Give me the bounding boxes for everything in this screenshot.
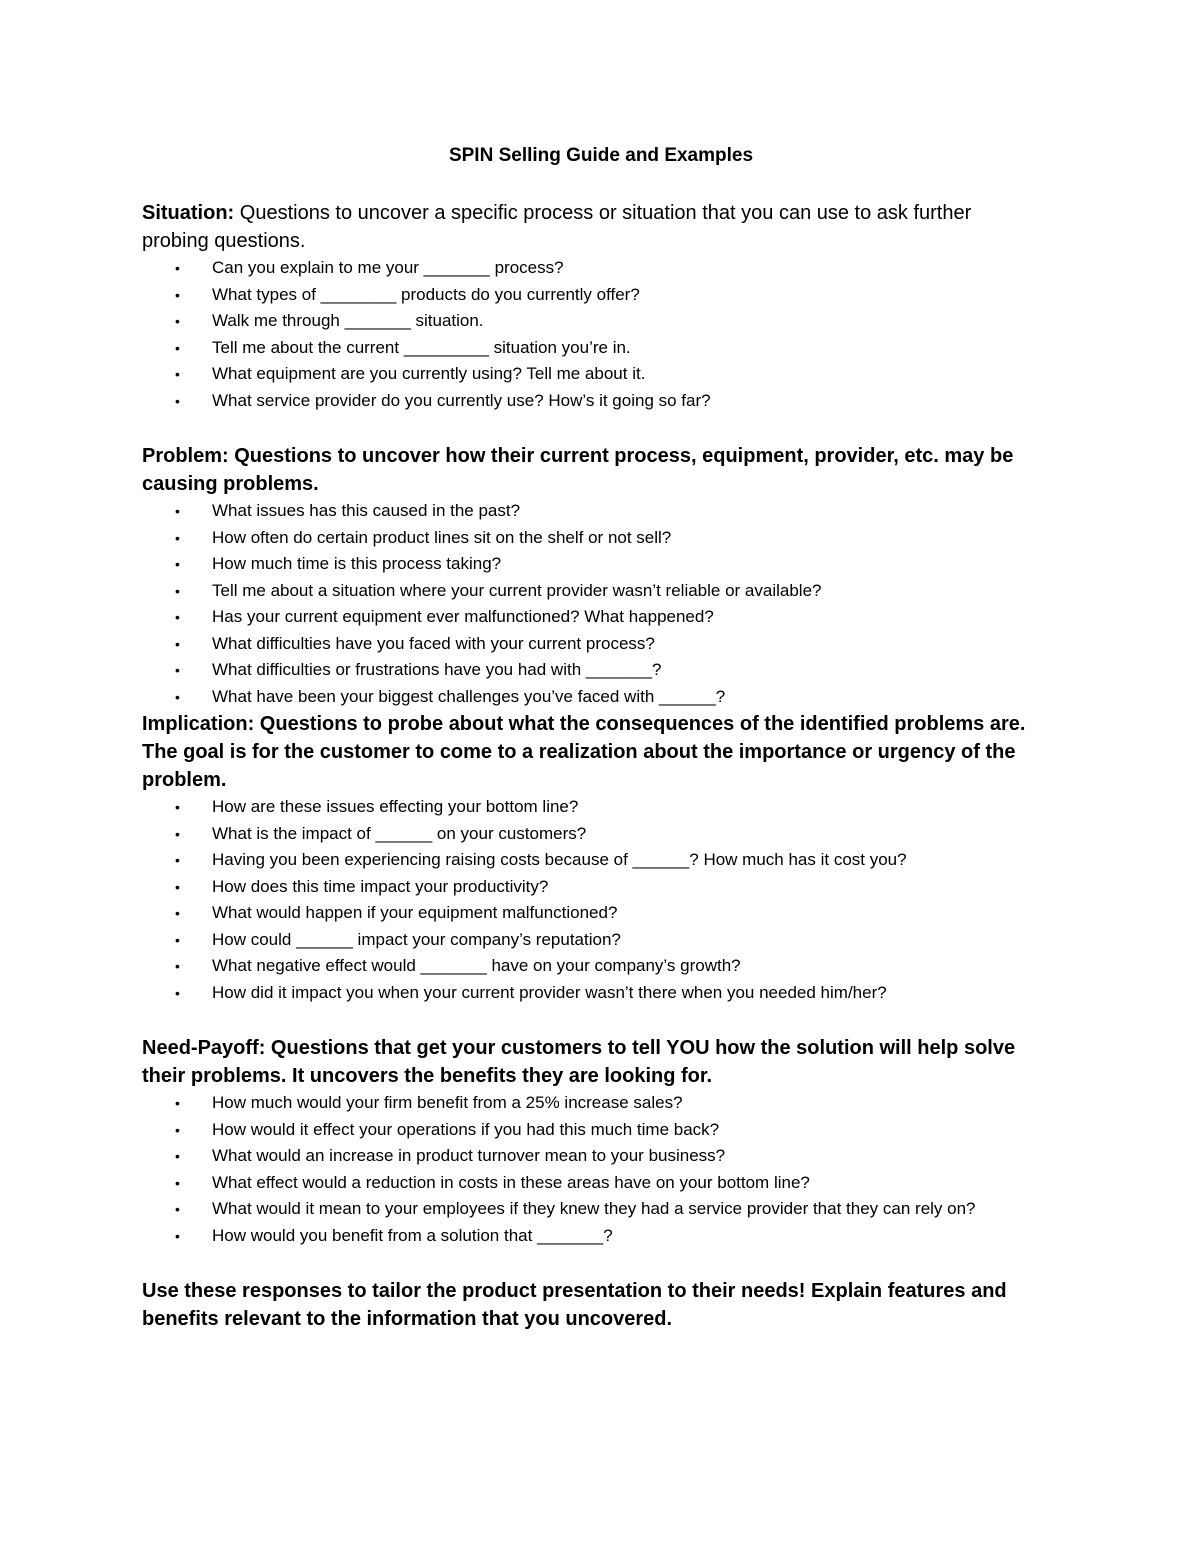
section-label: Problem: — [142, 445, 229, 467]
bullet-icon: • — [175, 1201, 180, 1217]
section-situation — [142, 199, 1042, 414]
list-item — [142, 388, 1042, 415]
bullet-icon: • — [175, 1227, 180, 1244]
question-text: What effect would a reduction in costs in these areas have on your bottom line? — [212, 1172, 810, 1192]
question-text: How are these issues effecting your bottom line? — [212, 797, 579, 816]
question-text: What equipment are you currently using? Tell me about it. — [212, 364, 646, 383]
section-description: Questions to uncover how their current process, equipment, provider, etc. may be causing problems. — [142, 445, 1014, 495]
spacer — [142, 1006, 1042, 1034]
bullet-icon: • — [175, 582, 180, 599]
bullet-icon: • — [175, 1121, 180, 1138]
bullet-icon: • — [175, 260, 180, 276]
list-item — [142, 282, 1042, 309]
list-item — [142, 794, 1042, 821]
bullet-icon: • — [175, 503, 180, 519]
spacer — [142, 414, 1042, 442]
question-text: How much time is this process taking? — [212, 554, 502, 573]
bullet-icon: • — [175, 313, 180, 329]
bullet-icon: • — [175, 392, 180, 409]
question-text: How does this time impact your productivity? — [212, 876, 549, 896]
list-item — [142, 1223, 1042, 1250]
list-item — [142, 657, 1042, 684]
question-text: How could ______ impact your company’s reputation? — [212, 929, 621, 949]
spacer — [142, 1249, 1042, 1277]
list-item — [142, 847, 1042, 874]
page-title: SPIN Selling Guide and Examples — [448, 145, 754, 166]
list-item — [142, 631, 1042, 658]
question-text: How often do certain product lines sit on the shelf or not sell? — [212, 527, 672, 547]
bullet-icon: • — [175, 688, 180, 705]
list-item — [142, 335, 1042, 362]
section-heading — [142, 199, 1042, 255]
list-item — [142, 308, 1042, 335]
list-item — [142, 1170, 1042, 1197]
section-implication — [142, 710, 1042, 1006]
bullet-icon: • — [175, 799, 180, 815]
section-heading — [142, 1034, 1042, 1090]
question-text: Walk me through _______ situation. — [212, 311, 484, 330]
bullet-icon: • — [175, 609, 180, 625]
bullet-icon: • — [175, 958, 180, 974]
bullet-icon: • — [175, 635, 180, 652]
question-list — [142, 498, 1042, 710]
bullet-icon: • — [175, 1148, 180, 1164]
list-item — [142, 684, 1042, 711]
list-item — [142, 604, 1042, 631]
question-text: What is the impact of ______ on your customers? — [212, 823, 587, 843]
question-text: Can you explain to me your _______ process? — [212, 258, 564, 277]
list-item — [142, 874, 1042, 901]
list-item — [142, 821, 1042, 848]
question-text: What negative effect would _______ have on your company’s growth? — [212, 956, 741, 975]
question-text: Tell me about the current _________ situation you’re in. — [212, 337, 631, 357]
section-label: Situation: — [142, 202, 235, 224]
question-text: What service provider do you currently use? How’s it going so far? — [212, 390, 711, 410]
question-list — [142, 1090, 1042, 1249]
question-list — [142, 255, 1042, 414]
list-item — [142, 927, 1042, 954]
list-item — [142, 1090, 1042, 1117]
bullet-icon: • — [175, 556, 180, 572]
list-item — [142, 953, 1042, 980]
section-need-payoff — [142, 1034, 1042, 1249]
list-item — [142, 1143, 1042, 1170]
question-text: What issues has this caused in the past? — [212, 501, 521, 520]
question-text: How much would your firm benefit from a 25% increase sales? — [212, 1093, 683, 1112]
list-item — [142, 551, 1042, 578]
question-list — [142, 794, 1042, 1006]
list-item — [142, 1196, 1042, 1223]
bullet-icon: • — [175, 825, 180, 842]
question-text: What would it mean to your employees if they knew they had a service provider that they can rely on? — [212, 1199, 976, 1218]
question-text: Has your current equipment ever malfunctioned? What happened? — [212, 607, 714, 626]
list-item — [142, 255, 1042, 282]
bullet-icon: • — [175, 984, 180, 1001]
section-description: Questions to probe about what the consequences of the identified problems are. The goal is for the customer to come to a realization about the importance or urgency of the problem. — [142, 713, 1026, 791]
bullet-icon: • — [175, 286, 180, 303]
bullet-icon: • — [175, 1095, 180, 1111]
section-label: Need-Payoff: — [142, 1037, 266, 1059]
list-item — [142, 525, 1042, 552]
section-heading — [142, 442, 1042, 498]
bullet-icon: • — [175, 1174, 180, 1191]
section-label: Implication: — [142, 713, 255, 735]
closing-note: Use these responses to tailor the product presentation to their needs! Explain features and benefits relevant to the information that you uncovered. — [142, 1280, 1007, 1330]
question-text: What difficulties have you faced with your current process? — [212, 633, 655, 653]
bullet-icon: • — [175, 662, 180, 678]
section-heading — [142, 710, 1042, 794]
question-text: What would an increase in product turnover mean to your business? — [212, 1146, 726, 1165]
bullet-icon: • — [175, 529, 180, 546]
document-page — [142, 143, 1042, 1333]
section-description: Questions that get your customers to tell YOU how the solution will help solve their problems. It uncovers the benefits they are looking for. — [142, 1037, 1016, 1087]
bullet-icon: • — [175, 905, 180, 921]
list-item — [142, 498, 1042, 525]
question-text: What would happen if your equipment malfunctioned? — [212, 903, 618, 922]
bullet-icon: • — [175, 852, 180, 868]
bullet-icon: • — [175, 878, 180, 895]
section-description: Questions to uncover a specific process or situation that you can use to ask further probing questions. — [142, 202, 972, 252]
question-text: What difficulties or frustrations have you had with _______? — [212, 660, 662, 679]
list-item — [142, 578, 1042, 605]
question-text: How did it impact you when your current provider wasn’t there when you needed him/her? — [212, 982, 887, 1002]
section-problem — [142, 442, 1042, 710]
list-item — [142, 900, 1042, 927]
list-item — [142, 980, 1042, 1007]
bullet-icon: • — [175, 339, 180, 356]
question-text: How would you benefit from a solution that _______? — [212, 1225, 613, 1245]
question-text: Tell me about a situation where your current provider wasn’t reliable or available? — [212, 580, 822, 600]
list-item — [142, 361, 1042, 388]
question-text: What have been your biggest challenges you’ve faced with ______? — [212, 686, 726, 706]
question-text: Having you been experiencing raising costs because of ______? How much has it cost you? — [212, 850, 907, 869]
question-text: What types of ________ products do you currently offer? — [212, 284, 640, 304]
question-text: How would it effect your operations if you had this much time back? — [212, 1119, 720, 1139]
bullet-icon: • — [175, 931, 180, 948]
list-item — [142, 1117, 1042, 1144]
bullet-icon: • — [175, 366, 180, 382]
